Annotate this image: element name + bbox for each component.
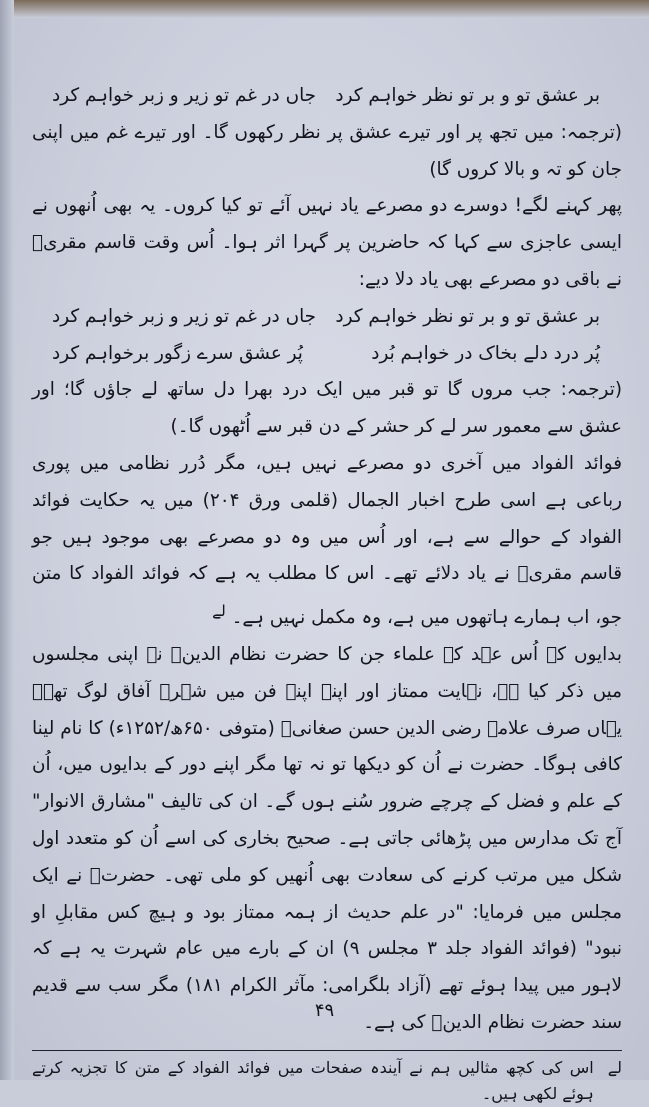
body-paragraph	[32, 446, 622, 637]
footnote-reference: لے	[212, 602, 226, 621]
body-paragraph: بدایوں کے اُس عہد کے علماء جن کا حضرت نظام الدینؒ نے اپنی مجلسوں میں ذکر کیا ہے، نہایت ممتاز اور اپنے اپنے فن میں شہرۂ آفاق لوگ تھے۔ یہاں صرف علامہ رضی الدین حسن صغانیؒ (متوفی ۶۵۰ھ/۱۲۵۲ء) کا نام لینا کافی ہوگا۔ حضرت نے اُن کو دیکھا تو نہ تھا مگر اپنے دور کے بدایوں میں، اُن کے علم و فضل کے چرچے ضرور سُنے ہوں گے۔ ان کی تالیف "مشارق الانوار" آج تک مدارس میں پڑھائی جاتی ہے۔ صحیح بخاری کی اسے اُن کو متعدد اول شکل میں مرتب کرنے کی سعادت بھی اُنھیں کو ملی تھی۔ حضرتؒ نے ایک مجلس میں فرمایا: "در علم حدیث از ہمہ ممتاز بود و ہیچ کس مقابلِ او نبود" (فوائد الفواد جلد ۳ مجلس ۹) ان کے بارے میں عام شہرت یہ ہے کہ لاہور میں پیدا ہوئے تھے (آزاد بلگرامی: مآثر الکرام ۱۸۱) مگر سب سے قدیم سند حضرت نظام الدینؒ کی ہے۔	[32, 644, 623, 1034]
footnote	[32, 1055, 622, 1107]
verse-right-hemistich: پُر درد دلے بخاک در خواہم بُرد	[371, 342, 600, 364]
couplet-line-1	[32, 299, 622, 336]
couplet-line-2	[32, 336, 622, 373]
paragraph-text: فوائد الفواد میں آخری دو مصرعے نہیں ہیں، مگر دُرر نظامی میں پوری رباعی ہے اسی طرح اخبار الجمال (قلمی ورق ۲۰۴) میں یہ حکایت فوائد الفواد کے حوالے سے ہے، اور اُس میں وہ دو مصرعے بھی موجود ہیں جو قاسم مقریؒ نے یاد دلائے تھے۔ اس کا مطلب یہ ہے کہ فوائد الفواد کا متن جو، اب ہمارے ہاتھوں میں ہے، وہ مکمل نہیں ہے۔	[32, 452, 622, 629]
opening-verse	[32, 78, 622, 115]
translation-paragraph: (ترجمہ: جب مروں گا تو قبر میں ایک درد بھرا دل ساتھ لے جاؤں گا؛ اور عشق سے معمور سر لے کر حشر کے دن قبر سے اُٹھوں گا۔)	[32, 379, 622, 438]
page-number: ۴۹	[314, 1000, 335, 1021]
body-paragraph: پھر کہنے لگے! دوسرے دو مصرعے یاد نہیں آئے تو کیا کروں۔ یہ بھی اُنھوں نے ایسی عاجزی سے کہا کہ حاضرین پر گہرا اثر ہوا۔ اُس وقت قاسم مقریؒ نے باقی دو مصرعے بھی یاد دلا دیے:	[32, 195, 622, 290]
footnote-mark: لے	[607, 1057, 622, 1077]
verse-left-hemistich: جاں در غم تو زیر و زبر خواہم کرد	[52, 85, 317, 106]
verse-left-hemistich: جاں در غم تو زیر و زبر خواہم کرد	[52, 305, 317, 327]
page-binding-shadow	[0, 0, 14, 1080]
translation-paragraph: (ترجمہ: میں تجھ پر اور تیرے عشق پر نظر رکھوں گا۔ اور تیرے غم میں اپنی جان کو تہ و بالا کروں گا)	[32, 121, 622, 180]
page-top-edge	[0, 0, 649, 18]
verse-right-hemistich: بر عشق تو و بر تو نظر خواہم کرد	[335, 305, 600, 327]
page-body	[32, 78, 622, 1107]
verse-left-hemistich: پُر عشق سرے زگور برخواہم کرد	[52, 342, 303, 364]
footnote-divider	[32, 1050, 622, 1051]
footnote-text: اس کی کچھ مثالیں ہم نے آیندہ صفحات میں فوائد الفواد کے متن کا تجزیہ کرتے ہوئے لکھی ہیں۔	[32, 1057, 594, 1103]
verse-right-hemistich: بر عشق تو و بر تو نظر خواہم کرد	[335, 85, 600, 106]
